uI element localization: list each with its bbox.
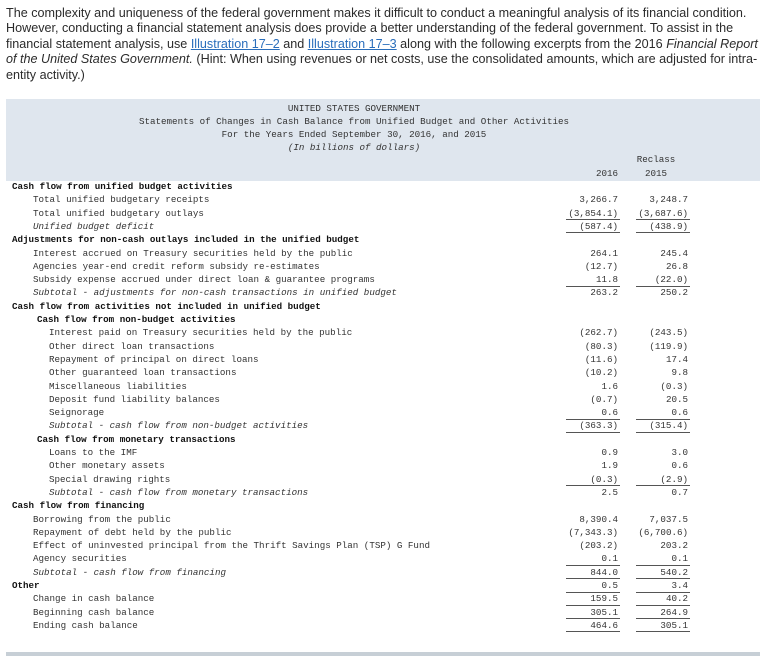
row-label: Seignorage — [49, 407, 105, 419]
table-row — [6, 340, 760, 353]
row-label: Beginning cash balance — [33, 606, 155, 618]
total-rule — [566, 631, 620, 632]
table-row — [6, 579, 760, 592]
value-2015: (315.4) — [649, 420, 688, 432]
value-2016: (10.2) — [584, 367, 618, 379]
value-2015: 17.4 — [665, 353, 688, 365]
value-2015: 26.8 — [665, 260, 688, 272]
value-2015: 0.7 — [671, 486, 688, 498]
row-label: Interest accrued on Treasury securities held by the public — [33, 247, 353, 259]
value-2016: (11.6) — [584, 353, 618, 365]
value-2015: (22.0) — [654, 274, 688, 286]
row-label: Borrowing from the public — [33, 513, 171, 525]
table-row — [6, 446, 760, 459]
table-row — [6, 459, 760, 472]
value-2015: (3,687.6) — [638, 207, 688, 219]
value-2015: 203.2 — [660, 540, 688, 552]
statement-period: For the Years Ended September 30, 2016, and 2015 — [221, 129, 487, 140]
value-2016: 2.5 — [601, 486, 618, 498]
table-row — [6, 366, 760, 379]
value-2015: 3,248.7 — [649, 194, 688, 206]
table-row — [6, 473, 760, 486]
table-row — [6, 180, 760, 193]
value-2016: 264.1 — [590, 247, 618, 259]
table-row — [6, 207, 760, 220]
table-row — [6, 380, 760, 393]
value-2015: 20.5 — [665, 393, 688, 405]
column-header-2015: 2015 — [644, 168, 668, 179]
value-2016: 1.6 — [601, 380, 618, 392]
row-label: Other — [12, 580, 40, 591]
table-row — [6, 619, 760, 632]
table-row — [6, 419, 760, 432]
row-label: Cash flow from financing — [12, 500, 145, 512]
statement-header — [6, 97, 760, 181]
row-label: Agencies year-end credit reform subsidy re-estimates — [33, 260, 320, 272]
intro-text-2: and — [279, 36, 308, 51]
row-label: Change in cash balance — [33, 593, 155, 605]
table-row — [6, 513, 760, 526]
table-row — [6, 433, 760, 446]
table-row — [6, 592, 760, 605]
row-label: Cash flow from activities not included in unified budget — [12, 300, 321, 312]
value-2016: (12.7) — [584, 260, 618, 272]
table-row — [6, 220, 760, 233]
value-2016: (262.7) — [579, 327, 618, 339]
problem-instructions — [6, 6, 762, 83]
value-2016: 8,390.4 — [579, 513, 618, 525]
row-label: Other direct loan transactions — [49, 340, 215, 352]
report-title-italic: Financial Report of the United States Government. — [6, 36, 758, 67]
table-row — [6, 286, 760, 299]
value-2016: 3,266.7 — [579, 194, 618, 206]
value-2015: 540.2 — [660, 566, 688, 578]
statement-title: Statements of Changes in Cash Balance from Unified Budget and Other Activities — [138, 116, 570, 127]
value-2016: 263.2 — [590, 287, 618, 299]
value-2016: 159.5 — [590, 593, 618, 605]
value-2015: 264.9 — [660, 606, 688, 618]
row-label: Effect of uninvested principal from the Thrift Savings Plan (TSP) G Fund — [33, 540, 430, 552]
value-2015: (119.9) — [649, 340, 688, 352]
table-row — [6, 566, 760, 579]
column-header-2016: 2016 — [595, 168, 618, 179]
table-row — [6, 233, 760, 246]
value-2016: (0.7) — [590, 393, 618, 405]
value-2016: 11.8 — [595, 274, 618, 286]
value-2016: (203.2) — [579, 540, 618, 552]
value-2016: 1.9 — [601, 460, 618, 472]
value-2016: 0.6 — [601, 407, 618, 419]
table-row — [6, 326, 760, 339]
table-row — [6, 247, 760, 260]
statement-units: (In billions of dollars) — [287, 142, 421, 153]
row-label: Miscellaneous liabilities — [49, 380, 187, 392]
value-2015: (438.9) — [649, 220, 688, 232]
value-2015: 9.8 — [671, 367, 688, 379]
total-rule — [636, 631, 690, 632]
row-label: Special drawing rights — [49, 473, 171, 485]
illustration-17-3-link[interactable]: Illustration 17–3 — [307, 36, 397, 51]
intro-text-4: (Hint: When using revenues or net costs, use the consolidated amounts, which are adjusted for intra-entity activity.) — [6, 52, 758, 82]
value-2016: (363.3) — [579, 420, 618, 432]
intro-text-1: The complexity and uniqueness of the federal government makes it difficult to conduct a meaningful analysis of its financial condition. However, conducting a financial statement analysis does provide a better understanding of the federal government. To assist in the financial statement analysis, use — [6, 6, 747, 51]
value-2016: (3,854.1) — [568, 207, 618, 219]
value-2015: 3.4 — [671, 580, 688, 591]
value-2015: 40.2 — [665, 593, 688, 605]
row-label: Loans to the IMF — [49, 447, 138, 458]
row-label: Repayment of principal on direct loans — [49, 353, 259, 365]
value-2015: 250.2 — [660, 287, 688, 299]
value-2016: 844.0 — [590, 566, 618, 578]
cash-balance-statement — [6, 97, 760, 656]
row-label: Agency securities — [33, 553, 127, 565]
table-row — [6, 313, 760, 326]
column-header-reclass: Reclass — [636, 154, 676, 165]
value-2015: (6,700.6) — [638, 526, 688, 538]
value-2016: (80.3) — [584, 340, 618, 352]
table-row — [6, 300, 760, 313]
value-2016: (7,343.3) — [568, 526, 618, 538]
value-2015: 0.1 — [671, 553, 688, 565]
value-2016: 0.9 — [601, 447, 618, 458]
row-label: Deposit fund liability balances — [49, 393, 220, 405]
row-label: Adjustments for non-cash outlays included in the unified budget — [12, 234, 360, 246]
table-row — [6, 499, 760, 512]
table-row — [6, 552, 760, 565]
value-2015: 0.6 — [671, 460, 688, 472]
table-row — [6, 260, 760, 273]
illustration-17-2-link[interactable]: Illustration 17–2 — [190, 36, 280, 51]
row-label: Subtotal - cash flow from financing — [33, 566, 226, 578]
row-label: Cash flow from non-budget activities — [37, 314, 236, 325]
value-2015: (2.9) — [660, 473, 688, 485]
row-label: Other monetary assets — [49, 460, 165, 472]
table-row — [6, 406, 760, 419]
row-label: Total unified budgetary receipts — [33, 194, 210, 206]
table-row — [6, 273, 760, 286]
table-row — [6, 393, 760, 406]
row-label: Subtotal - cash flow from monetary transactions — [49, 486, 309, 498]
table-row — [6, 606, 760, 619]
table-row — [6, 193, 760, 206]
table-row — [6, 353, 760, 366]
value-2016: 0.1 — [601, 553, 618, 565]
row-label: Subtotal - adjustments for non-cash transactions in unified budget — [33, 287, 397, 299]
row-label: Other guaranteed loan transactions — [49, 367, 237, 379]
value-2016: (0.3) — [590, 473, 618, 485]
row-label: Cash flow from monetary transactions — [37, 433, 236, 445]
intro-text-3: along with the following excerpts from the 2016 — [396, 36, 667, 51]
row-label: Interest paid on Treasury securities held by the public — [49, 327, 353, 339]
table-row — [6, 539, 760, 552]
value-2015: 245.4 — [660, 247, 688, 259]
value-2015: 3.0 — [671, 447, 688, 458]
row-label: Total unified budgetary outlays — [33, 207, 204, 219]
row-label: Unified budget deficit — [33, 220, 155, 232]
table-row — [6, 486, 760, 499]
value-2016: 0.5 — [601, 580, 618, 591]
table-row — [6, 526, 760, 539]
row-label: Ending cash balance — [33, 619, 138, 631]
statement-entity: UNITED STATES GOVERNMENT — [287, 103, 421, 114]
value-2016: 305.1 — [590, 606, 618, 618]
value-2015: 305.1 — [660, 619, 688, 631]
value-2016: 464.6 — [590, 619, 618, 631]
value-2015: 7,037.5 — [649, 513, 688, 525]
value-2015: 0.6 — [671, 407, 688, 419]
row-label: Repayment of debt held by the public — [33, 526, 232, 538]
row-label: Subtotal - cash flow from non-budget activities — [49, 420, 309, 432]
value-2015: (0.3) — [660, 380, 688, 392]
row-label: Cash flow from unified budget activities — [12, 181, 233, 192]
value-2015: (243.5) — [649, 327, 688, 339]
row-label: Subsidy expense accrued under direct loan & guarantee programs — [33, 274, 375, 286]
value-2016: (587.4) — [579, 220, 618, 232]
